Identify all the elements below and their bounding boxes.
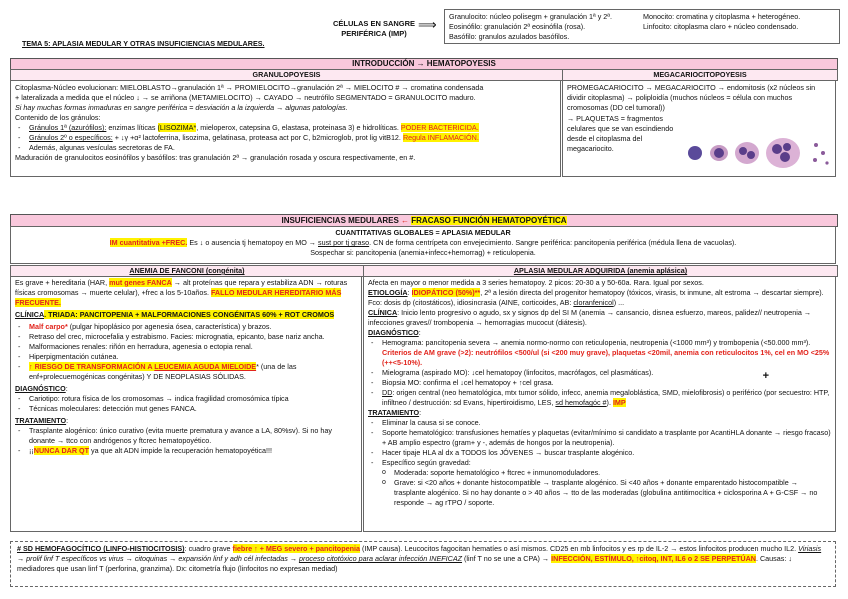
fanconi-body	[10, 276, 362, 532]
linfocito-note: Linfocito: citoplasma claro + núcleo condensado.	[643, 22, 799, 31]
cells-box	[444, 9, 840, 44]
fanconi-trat-label: TRATAMIENTO:	[15, 416, 69, 425]
aplasia-moderada: o Moderada: soporte hematológico + ftcrec + inmunomoduladores.	[368, 468, 831, 478]
aplasia-diag-label: DIAGNÓSTICO:	[368, 328, 421, 337]
aplasia-biopsia: - Biopsia MO: confirma el ↓cel hematopoy + ↑cel grasa.	[368, 378, 831, 388]
monocito-note: Monocito: cromatina y citoplasma + heterogéneo.	[643, 12, 801, 21]
fanconi-clinica: CLÍNICA. TRIADA: PANCITOPENIA + MALFORMACIONES CONGÉNITAS 60% + ROT CROMOS	[15, 310, 335, 319]
aplasia-trat-2: - Soporte hematológico: transfusiones hematíes y plaquetas (evitar/mínimo si candidato a trasplante por AcantiHLA donante → riesgo fracaso) + AB amplio espectro (gram+ y -, además de hongos por la neutropenia).	[368, 428, 831, 448]
aplasia-summary-suspect: Sospechar si: pancitopenia (anemia+infecc+hemorrag) + reticulopenia.	[310, 248, 536, 257]
plaqueta-4	[825, 161, 828, 164]
aplasia-mielograma: - Mielograma (aspirado MO): ↓cel hematopoy (linfocitos, macrófagos, cel plasmáticas).	[368, 368, 831, 378]
fanconi-item-3: - Malformaciones renales: riñón en herradura, agenesia o ectopia renal.	[15, 342, 357, 352]
intro-bar: INTRODUCCIÓN → HEMATOPOYESIS	[10, 58, 838, 70]
bracket-plus: +	[762, 370, 769, 382]
cells-left	[449, 12, 612, 42]
granulocito-note: Granulocito: núcleo polisegm + granulación 1ª y 2ª.	[449, 12, 612, 21]
hemofagocitico-box: # SD HEMOFAGOCÍTICO (LINFO-HISTIOCITOSIS): cuadro grave fiebre ↑ + MEG severo + pancitopenia (IMP causa). Leucocitos fagocitan hematíes o así mismos. CD25 en mb linfocitos y es rp de IL-2 → estos linfocitos producen mucho IL2. Viriasis → prolif linf T específicos vs virus → citoquinas → expansión linf y adh cél infectadas → proceso citotóxico para aclarar infección INEFICAZ (linf T no se une a CPA) → INFECCIÓN, ESTÍMULO, ↑citoq, INT, IL6 o 2 SE PERPETÚAN. Causas: ↓ mediadores que usan linf T (perforina, granzima). Dx: citometría flujo (linfocitos no expresan mediad)	[10, 541, 836, 587]
fanconi-title: ANEMIA DE FANCONI (congénita)	[10, 265, 364, 277]
nucleus-e	[780, 152, 790, 162]
plaqueta-3	[813, 158, 817, 162]
mega-line-2: → PLAQUETAS = fragmentos celulares que se van escindiendo desde el citoplasma del megacariocito.	[567, 114, 674, 153]
plaqueta-1	[814, 143, 818, 147]
megacariocitopoyesis-body	[562, 80, 836, 177]
aplasia-hemograma: - Hemograma: pancitopenia severa → anemia normo-normo con reticulopenia, neutropenia (<1000 mm³) y trombopenia (<50.000 mm³). Criterios de AM grave (>2): neutrófilos <500/ul (si <200 muy grave), plaquetas <20mil, anemia con reticulocitos 1%, cel en MO <25% (++<5-10%).	[368, 338, 831, 368]
fanconi-diag-2: - Técnicas moleculares: detección mut genes FANCA.	[15, 404, 357, 414]
promegacariocito-cell	[688, 146, 702, 160]
granulo-last: Maduración de granulocitos eosinófilos y basófilos: tras granulación 2ª → granulación rosada y oscura respectivamente, en #.	[15, 153, 416, 162]
aplasia-grave: o Grave: si <20 años + donante histocompatible → trasplante alogénico. Si <40 años + donante emparentado histocompatible → trasplante alogénico. Si no hay donante o > 40 años → tto de las moderadas (globulina antitimocítica + ciclosporina A + G-CSF → no responde → ag rTPO / soporte.	[368, 478, 831, 508]
aplasia-adquirida-body	[363, 276, 836, 532]
granulo-line-4: Contenido de los gránulos:	[15, 113, 101, 122]
aplasia-intro: Afecta en mayor o menor medida a 3 series hematopoy. 2 picos: 20-30 a y 50-60a. Rara. Igual por sexos.	[368, 278, 704, 287]
granulo-line-1: Citoplasma-Núcleo evolucionan: MIELOBLASTO→granulación 1ª → PROMIELOCITO→granulación 2ª → MIELOCITO # → cromatina condensada	[15, 83, 484, 92]
granulopoyesis-title: GRANULOPOYESIS	[10, 69, 563, 81]
fanconi-intro: Es grave + hereditaria (HAR, mut genes FANCA → alt proteínas que repara y estabiliza ADN → roturas físicas cromosomas → muerte celular), +frec a los 5-10años. FALLO MEDULAR HEREDITARIO MÁS FRECUENTE.	[15, 278, 348, 307]
granulopoyesis-body	[10, 80, 561, 177]
fanconi-item-2: - Retraso del crec, microcefalia y estrabismo. Facies: micrognatia, epicanto, base nariz ancha.	[15, 332, 357, 342]
double-arrow-icon: ⟹	[418, 17, 437, 32]
granulos-1: - Gránulos 1ª (azurófilos): enzimas líticas (LISOZIMA*, mieloperox, catepsina G, elastasa, proteinasa 3) e hidrolíticas. PODER BACTERICIDA.	[15, 123, 556, 133]
nucleus-c	[772, 144, 782, 154]
aplasia-clinica: CLÍNICA: Inicio lento progresivo o agudo, sx y signos dp del SI M (anemia → cansancio, disnea esfuerzo, mareos, palidez// neutropenia → infecciones graves// trombopenia → hemorragias mucocut (diátesis).	[368, 308, 812, 327]
granulos-2: - Gránulos 2º o específicos: + ↓γ +α² lactoferrina, lisozima, gelatinasa, proteasa act por C, b2microglob, prot lig vitB12. Regula INFLAMACIÓN.	[15, 133, 556, 143]
granulo-line-2: + lateralizada a medida que el núcleo ↓ → se arriñona (METAMIELOCITO) → CAYADO → neutrófilo SEGMENTADO = GRANULOCITO maduro.	[15, 93, 476, 102]
basofilo-note: Basófilo: granulos azulados basófilos.	[449, 32, 570, 41]
megakaryocyte-illustration	[681, 133, 833, 173]
aplasia-mo-group	[368, 368, 831, 388]
fanconi-nunca-qt: - ¡¡NUNCA DAR QT ya que alt ADN impide la recuperación hematopoyética!!!	[15, 446, 357, 456]
aplasia-dd: - DD: origen central (neo hematológica, mtx tumor sólido, infecc, anemia megaloblástica, SMD, mielofibrosis) o periférico (por secuestro: HTP, infiltneo / destrucción: sd Evans, hipertiroidismo, LES, sd hemofagóc #). IMP	[368, 388, 831, 408]
megacariocito-nucleus	[714, 148, 724, 158]
cells-title: CÉLULAS EN SANGRE PERIFÉRICA (IMP)	[332, 19, 416, 38]
aplasia-etiologia: ETIOLOGÍA: IDIOPÁTICO (50%)**, 2ª a lesión directa del progenitor hematopoy (tóxicos, virasis, tx inmune, alt estroma → descartar siempre). Fco: dosis dp (citostáticos), idiosincrasia (AINE, corticoides, AB: cloranfenicol) ...	[368, 288, 824, 307]
megacariocitopoyesis-title: MEGACARIOCITOPOYESIS	[562, 69, 838, 81]
aplasia-summary-text: IM cuantitativa +FREC. Es ↓ o ausencia tj hematopoy en MO → sust por tj graso. CN de forma centrípeta con envejecimiento. Sangre periférica: pancitopenia periférica (médula llena de vacuolas).	[109, 238, 737, 247]
nucleus-a	[739, 147, 747, 155]
aplasia-trat-label: TRATAMIENTO:	[368, 408, 422, 417]
fanconi-diag-1: - Cariotipo: rotura física de los cromosomas → indica fragilidad cromosómica típica	[15, 394, 357, 404]
fanconi-diag-label: DIAGNÓSTICO:	[15, 384, 68, 393]
cells-right	[643, 12, 800, 32]
aplasia-trat-4: - Específico según gravedad:	[368, 458, 831, 468]
eosinofilo-note: Eosinófilo: granulación 2ª eosinófila (rosa).	[449, 22, 586, 31]
fanconi-trat-1: - Trasplante alogénico: único curativo (evita muerte prematura y avance a LA, 80%sv). Si no hay donante → ttco con andrógenos y ftcrec hematopoyético.	[15, 426, 357, 446]
insuficiencias-bar: INSUFICIENCIAS MEDULARES ← FRACASO FUNCIÓN HEMATOPOYÉTICA	[10, 214, 838, 227]
aplasia-summary	[10, 226, 836, 264]
nucleus-d	[783, 143, 791, 151]
aplasia-summary-title: CUANTITATIVAS GLOBALES = APLASIA MEDULAR	[335, 228, 511, 237]
plaqueta-2	[821, 151, 825, 155]
mega-line-1: PROMEGACARIOCITO → MEGACARIOCITO → endomitosis (x2 núcleos sin dividir citoplasma) → poliploidía (muchos núcleos = célula con muchos cromosomas (DD cel tumoral))	[567, 83, 816, 112]
granulos-3: - Además, algunas vesículas secretoras de FA.	[15, 143, 556, 153]
granulo-line-3: Si hay muchas formas inmaduras en sangre periférica = desviación a la izquierda → algunas patologías.	[15, 103, 348, 112]
fanconi-risk: - ↑ RIESGO DE TRANSFORMACIÓN A LEUCEMIA AGUDA MIELOIDE* (una de las enf+prolecuemogénicas congénitas) Y DE NEOPLASIAS SÓLIDAS.	[15, 362, 357, 382]
fanconi-item-1: - Malf carpo* (pulgar hipoplásico por agenesia ósea, característica) y brazos.	[15, 322, 357, 332]
aplasia-trat-1: - Eliminar la causa si se conoce.	[368, 418, 831, 428]
endomitosis-cell	[735, 142, 759, 164]
aplasia-adquirida-title: APLASIA MEDULAR ADQUIRIDA (anemia aplásica)	[363, 265, 838, 277]
fanconi-item-4: - Hiperpigmentación cutánea.	[15, 352, 357, 362]
topic-title: TEMA 5: APLASIA MEDULAR Y OTRAS INSUFICIENCIAS MEDULARES.	[22, 39, 265, 48]
aplasia-trat-3: - Hacer tipaje HLA al dx a TODOS los JÓVENES → buscar trasplante alogénico.	[368, 448, 831, 458]
nucleus-b	[747, 151, 755, 159]
